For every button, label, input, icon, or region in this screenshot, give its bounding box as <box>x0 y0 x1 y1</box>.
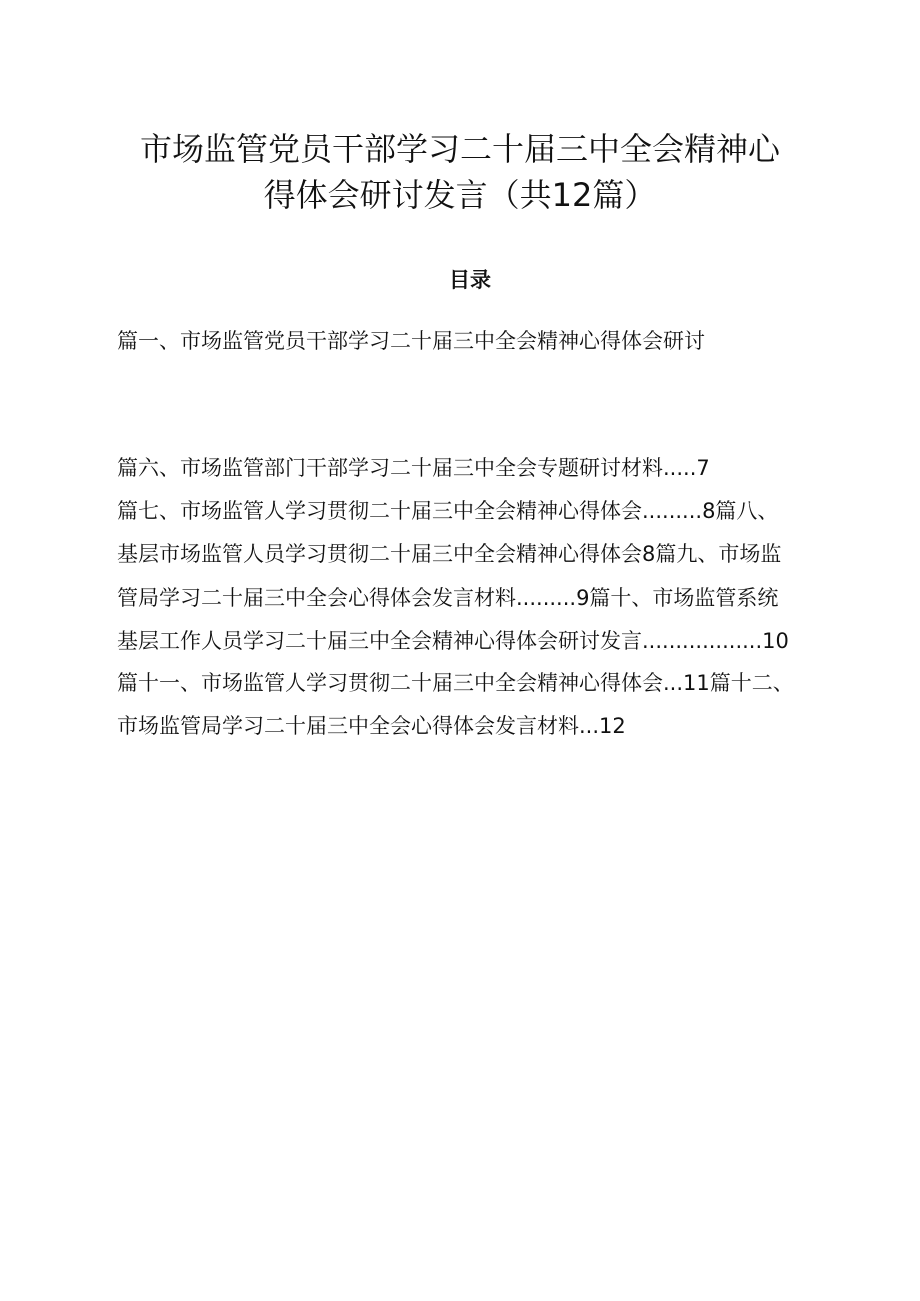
toc-entry-7: 篇七、市场监管人学习贯彻二十届三中全会精神心得体会.........8篇八、 <box>117 499 779 523</box>
toc-entry-10: 基层工作人员学习二十届三中全会精神心得体会研讨发言..................10 <box>117 629 789 653</box>
document-title-line-2: 得体会研讨发言（共12篇） <box>263 176 657 214</box>
toc-entry-8: 基层市场监管人员学习贯彻二十届三中全会精神心得体会8篇九、市场监 <box>117 542 782 566</box>
toc-heading: 目录 <box>449 268 491 292</box>
toc-entry-11: 篇十一、市场监管人学习贯彻二十届三中全会精神心得体会...11篇十二、 <box>117 671 794 695</box>
toc-entry-1: 篇一、市场监管党员干部学习二十届三中全会精神心得体会研讨 <box>117 329 705 353</box>
toc-entry-12: 市场监管局学习二十届三中全会心得体会发言材料...12 <box>117 714 626 738</box>
document-title-line-1: 市场监管党员干部学习二十届三中全会精神心 <box>139 130 780 168</box>
toc-entry-6: 篇六、市场监管部门干部学习二十届三中全会专题研讨材料.....7 <box>117 456 710 480</box>
toc-entry-9: 管局学习二十届三中全会心得体会发言材料.........9篇十、市场监管系统 <box>117 586 779 610</box>
